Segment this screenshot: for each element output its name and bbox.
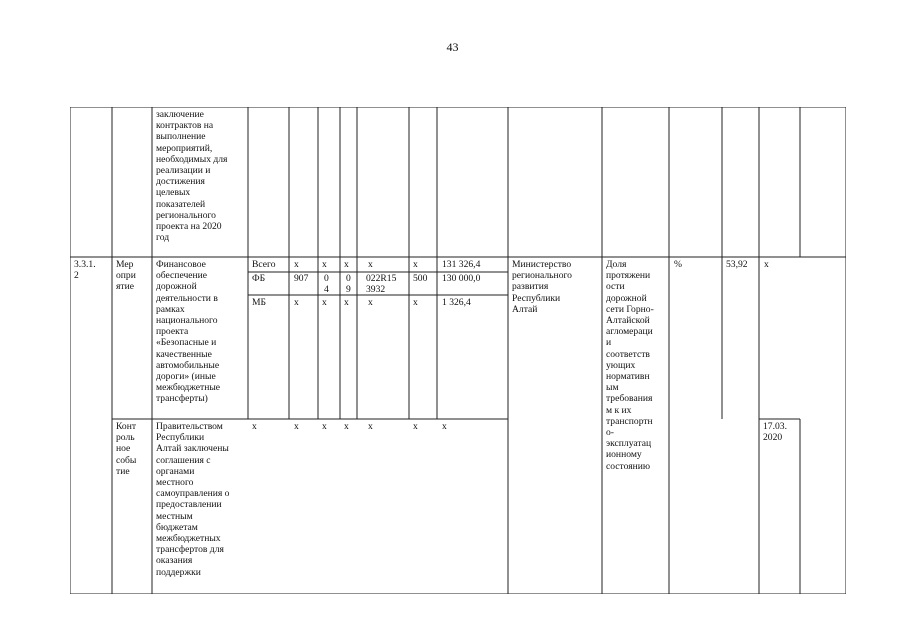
indicator-unit: % <box>674 259 682 270</box>
event-grbs: х <box>252 421 257 432</box>
indicator-value: 53,92 <box>726 259 748 270</box>
event-pr: х <box>322 421 327 432</box>
funding-grbs-total: х <box>294 259 299 270</box>
funding-amount-total: 131 326,4 <box>442 259 481 270</box>
top-row-description: заключение контрактов на выполнение мероприятий, необходимых для реализации и достижения целевых показателей регионального проекта на 2020 год <box>156 109 228 244</box>
event-type: Конт роль ное собы тие <box>116 421 137 477</box>
funding-pr-total: х <box>344 259 349 270</box>
funding-vr-fb: 500 <box>413 273 428 284</box>
program-table <box>70 107 846 594</box>
funding-pr-mb: х <box>344 297 349 308</box>
event-description: Правительством Республики Алтай заключены соглашения с органами местного самоуправления о предоставлении местным бюджетам межбюджетных трансфертов для оказания поддержки <box>156 421 230 578</box>
funding-source-fb: ФБ <box>252 273 266 284</box>
executor: Министерство регионального развития Республики Алтай <box>512 259 572 315</box>
funding-source-total: Всего <box>252 259 276 270</box>
page-number: 43 <box>446 40 459 54</box>
event-amount: х <box>413 421 418 432</box>
indicator-date: х <box>764 259 769 270</box>
funding-rz-mb: х <box>322 297 327 308</box>
funding-source-mb: МБ <box>252 297 267 308</box>
funding-vr-total: х <box>413 259 418 270</box>
event-date: 17.03. 2020 <box>763 421 787 444</box>
indicator: Доля протяжени ости дорожной сети Горно- Алтайской агломераци и соответств ующих нормативн ым требования м к их транспортн о- эксплуатац ионному состоянию <box>606 259 654 472</box>
row-description: Финансовое обеспечение дорожной деятельности в рамках национального проекта «Безопасные и качественные автомобильные дороги» (иные межбюджетные трансферты) <box>156 259 221 405</box>
event-vr: х <box>368 421 373 432</box>
funding-rz-total: х <box>322 259 327 270</box>
funding-rz-fb: 0 4 <box>324 273 329 296</box>
funding-grbs-mb: х <box>294 297 299 308</box>
event-extra: х <box>442 421 447 432</box>
funding-grbs-fb: 907 <box>294 273 309 284</box>
funding-amount-fb: 130 000,0 <box>442 273 481 284</box>
funding-vr-mb: х <box>413 297 418 308</box>
funding-csr-total: х <box>368 259 373 270</box>
event-rz: х <box>294 421 299 432</box>
row-type: Мер опри ятие <box>116 259 136 293</box>
funding-csr-fb: 022R15 3932 <box>366 273 397 296</box>
funding-pr-fb: 0 9 <box>346 273 351 296</box>
funding-csr-mb: х <box>368 297 373 308</box>
funding-amount-mb: 1 326,4 <box>442 297 471 308</box>
event-csr: х <box>344 421 349 432</box>
row-number: 3.3.1. 2 <box>74 259 96 282</box>
